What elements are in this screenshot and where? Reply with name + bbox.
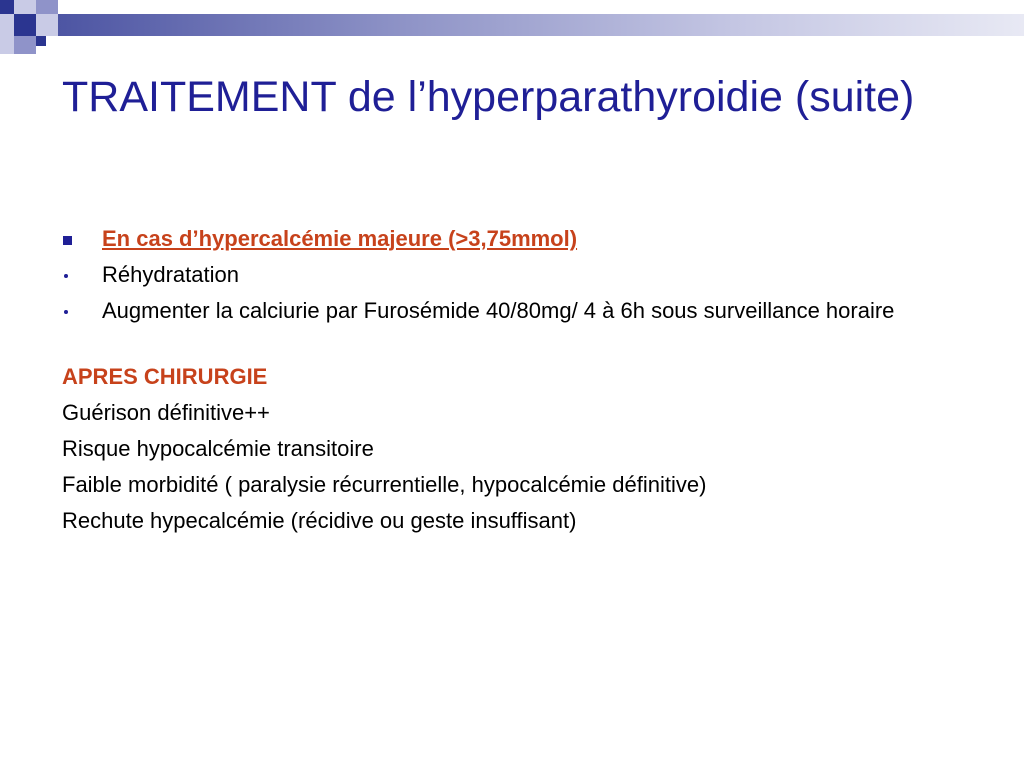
- bullet-item: [62, 260, 962, 290]
- slide-title: TRAITEMENT de l’hyperparathyroidie (suite): [62, 73, 915, 121]
- header-gradient-bar: [58, 14, 1024, 36]
- corner-decoration-square: [36, 36, 46, 46]
- corner-decoration-square: [14, 14, 36, 36]
- bullet-text: Réhydratation: [102, 262, 239, 287]
- corner-decoration-square: [14, 0, 36, 14]
- bullet-text: Augmenter la calciurie par Furosémide 40/80mg/ 4 à 6h sous surveillance horaire: [102, 298, 895, 323]
- corner-decoration-square: [0, 14, 14, 36]
- bullet-item: [62, 224, 962, 254]
- after-surgery-line: Rechute hypecalcémie (récidive ou geste insuffisant): [62, 508, 577, 533]
- after-surgery-line: Risque hypocalcémie transitoire: [62, 436, 374, 461]
- slide-body: [62, 224, 962, 536]
- corner-decoration-square: [14, 36, 36, 54]
- dot-bullet-icon: [64, 274, 68, 278]
- bullet-item: [62, 296, 962, 326]
- corner-decoration-square: [36, 14, 58, 36]
- dot-bullet-icon: [64, 310, 68, 314]
- corner-decoration-square: [0, 0, 14, 14]
- spacer: [62, 326, 962, 362]
- corner-decoration-square: [0, 36, 14, 54]
- hypercalcemia-heading: En cas d’hypercalcémie majeure (>3,75mmol): [102, 226, 578, 251]
- after-surgery-line: Faible morbidité ( paralysie récurrentielle, hypocalcémie définitive): [62, 472, 707, 497]
- after-surgery-line: Guérison définitive++: [62, 400, 270, 425]
- after-surgery-heading: APRES CHIRURGIE: [62, 364, 268, 389]
- square-bullet-icon: [63, 236, 72, 245]
- corner-decoration-square: [36, 0, 58, 14]
